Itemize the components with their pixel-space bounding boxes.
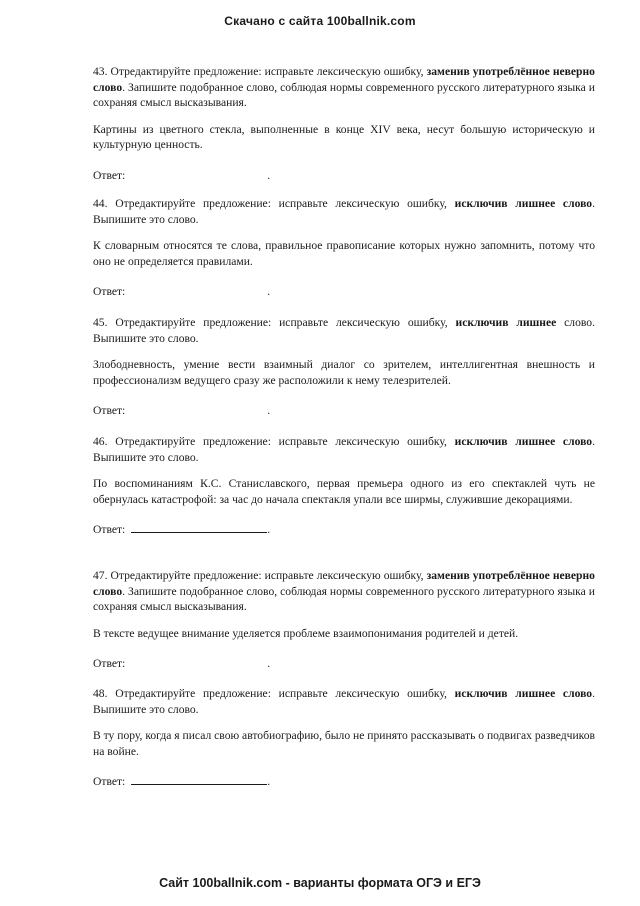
task-number: 44.: [93, 197, 108, 210]
page-footer: Сайт 100ballnik.com - варианты формата ОГЭ и ЕГЭ: [159, 876, 481, 890]
task-instruction: [93, 686, 595, 717]
task-45: [93, 315, 595, 419]
answer-field[interactable]: [131, 773, 267, 785]
answer-line: Ответ: .: [93, 285, 271, 299]
task-47: [93, 568, 595, 672]
task-sentence: Злободневность, умение вести взаимный диалог со зрителем, интеллигентная внешность и профессионализм ведущего сразу же расположили к нему телезрителей.: [93, 358, 595, 387]
task-44: [93, 196, 595, 300]
instruction-text: слово. Выпишите это слово.: [93, 316, 595, 345]
task-43: [93, 64, 595, 184]
answer-line: Ответ: .: [93, 404, 271, 418]
instruction-text: . Запишите подобранное слово, соблюдая нормы современного русского литературного языка и сохраняя смысл высказывания.: [93, 584, 595, 614]
instruction-text: Отредактируйте предложение: исправьте лексическую ошибку,: [110, 569, 424, 582]
instruction-text: Отредактируйте предложение: исправьте лексическую ошибку,: [115, 316, 448, 329]
instruction-text: . Выпишите это слово.: [93, 197, 595, 226]
task-48: [93, 686, 595, 790]
instruction-emphasis: исключив лишнее слово: [454, 435, 593, 448]
answer-label: Ответ:: [93, 775, 126, 789]
task-instruction: [93, 568, 595, 615]
answer-field[interactable]: [131, 655, 267, 667]
task-sentence: Картины из цветного стекла, выполненные в конце XIV века, несут большую историческую и культурную ценность.: [93, 122, 595, 152]
instruction-emphasis: заменив употреблённое неверно слово: [93, 569, 595, 598]
answer-label: Ответ:: [93, 523, 126, 537]
instruction-emphasis: исключив лишнее слово: [454, 687, 593, 700]
answer-field[interactable]: [131, 283, 267, 295]
answer-line: Ответ: .: [93, 657, 271, 671]
answer-label: Ответ:: [93, 657, 126, 671]
task-instruction: [93, 196, 595, 227]
instruction-text: . Выпишите это слово.: [93, 687, 595, 716]
instruction-text: Отредактируйте предложение: исправьте лексическую ошибку,: [110, 65, 424, 78]
instruction-text: Отредактируйте предложение: исправьте лексическую ошибку,: [115, 687, 447, 700]
instruction-text: . Запишите подобранное слово, соблюдая нормы современного русского литературного языка и сохраняя смысл высказывания.: [93, 80, 595, 110]
answer-field[interactable]: [131, 521, 267, 533]
task-sentence: К словарным относятся те слова, правильное правописание которых нужно запомнить, потому что оно не определяется правилами.: [93, 239, 595, 268]
instruction-emphasis: исключив лишнее: [455, 316, 557, 329]
task-sentence: По воспоминаниям К.С. Станиславского, первая премьера одного из его спектаклей чуть не обернулась катастрофой: за час до начала спектакля упали все ширмы, служившие декорациями.: [93, 477, 595, 506]
task-sentence: В тексте ведущее внимание уделяется проблеме взаимопонимания родителей и детей.: [93, 626, 519, 640]
instruction-text: Отредактируйте предложение: исправьте лексическую ошибку,: [115, 435, 447, 448]
instruction-text: . Выпишите это слово.: [93, 435, 595, 464]
answer-line: Ответ: .: [93, 168, 271, 182]
task-46: [93, 434, 595, 538]
instruction-text: Отредактируйте предложение: исправьте лексическую ошибку,: [115, 197, 447, 210]
answer-label: Ответ:: [93, 285, 126, 299]
task-sentence: В ту пору, когда я писал свою автобиографию, было не принято рассказывать о подвигах разведчиков на войне.: [93, 729, 595, 758]
answer-line: Ответ: .: [93, 523, 271, 537]
task-instruction: [93, 64, 595, 111]
task-instruction: [93, 315, 595, 346]
task-number: 43.: [93, 65, 108, 78]
answer-label: Ответ:: [93, 168, 126, 182]
answer-field[interactable]: [131, 402, 267, 414]
task-number: 47.: [93, 569, 108, 582]
answer-field[interactable]: [131, 167, 267, 179]
answer-line: Ответ: .: [93, 775, 271, 789]
instruction-emphasis: исключив лишнее слово: [454, 197, 593, 210]
answer-label: Ответ:: [93, 404, 126, 418]
page-header: Скачано с сайта 100ballnik.com: [224, 14, 416, 28]
task-number: 46.: [93, 435, 108, 448]
task-number: 45.: [93, 316, 108, 329]
instruction-emphasis: заменив употреблённое неверно слово: [93, 65, 595, 94]
task-instruction: [93, 434, 595, 465]
task-number: 48.: [93, 687, 108, 700]
